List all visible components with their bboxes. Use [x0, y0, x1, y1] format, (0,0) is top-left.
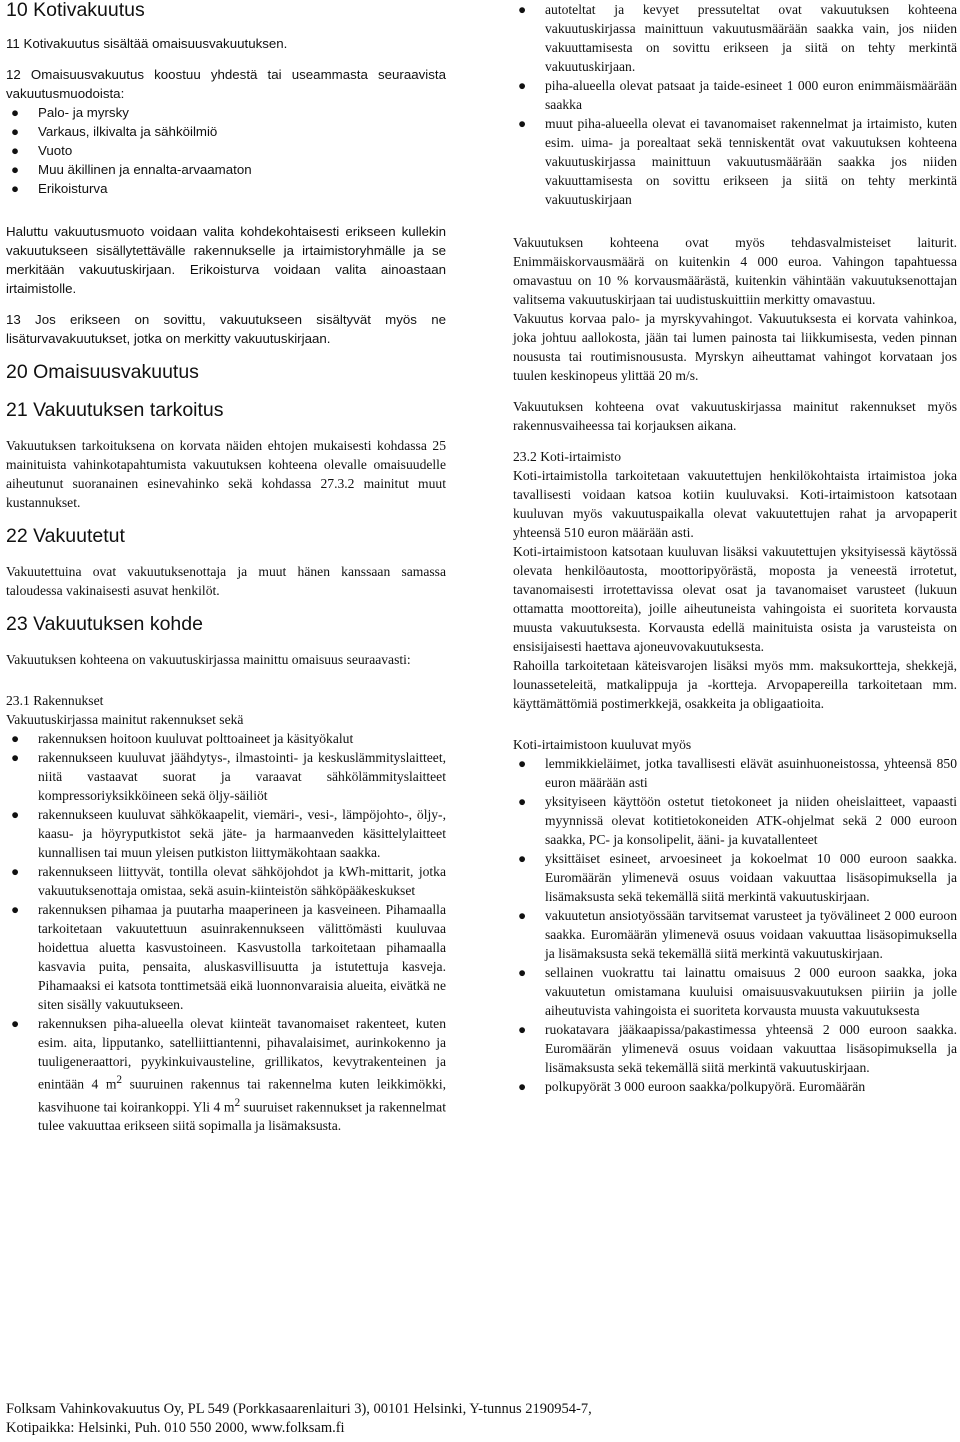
list-item: ● autoteltat ja kevyet pressuteltat ovat vakuutuksen kohteena vakuutuskirjassa mainittuun vakuutusmäärään saakka vain, jos niiden vakuuttamisesta on sovittu erikseen ja siitä on tehty merkintä vakuutuskirjaan.	[518, 2, 957, 74]
insurance-forms-list	[6, 103, 446, 198]
bullet-icon: ●	[11, 1016, 20, 1031]
list-item: ● rakennukseen liittyvät, tontilla olevat sähköjohdot ja kWh-mittarit, jotka vakuutuksenottaja omistaa, sekä asuin-kiinteistön sähköpääkeskukset	[11, 864, 446, 898]
bullet-icon: ●	[518, 116, 527, 131]
yard-items-list	[513, 0, 957, 209]
list-item: ● rakennukseen kuuluvat sähkökaapelit, viemäri-, vesi-, lämpöjohto-, öljy-, kaasu- ja höyryputkistot sekä jäte- ja harmaanveden käsittelylaitteet kunnallisen tai muun yleisen putkiston liittymäkohtaan saakka.	[11, 807, 446, 860]
list-item: ● rakennuksen piha-alueella olevat kiinteät tavanomaiset rakenteet, kuten esim. aita, lipputanko, satelliittiantenni, pihavalaisimet, aurinkokenno ja tuuligeneraattori, pyykinkuivausteline, grillikatos, kevytrakenteinen ja enintään 4 $m^2$ suuruinen rakennus tai rakennelma kuten leikkimökki, kasvihuone tai koirankoppi. Yli 4 $m^2$ suuruiset rakennukset ja rakennelmat tulee vakuuttaa erikseen siitä sopimalla ja lisämaksusta.	[11, 1016, 446, 1134]
bullet-icon: ●	[11, 124, 20, 139]
list-item: ● muut piha-alueella olevat ei tavanomaiset rakennelmat ja irtaimisto, kuten esim. uima- ja porealtaat sekä tenniskentät ovat vakuutuksen kohteena vakuutuskirjassa mainittuun vakuutusmäärään saakka jos niiden vakuuttamisesta on sovittu erikseen ja siitä on tehty merkintä vakuutuskirjaan	[518, 116, 957, 207]
para-laiturit: Vakuutuksen kohteena ovat myös tehdasvalmisteiset laiturit. Enimmäiskorvausmäärä on kuitenkin 4 000 euroa. Vahingon tapahtuessa omavastuu on 10 % korvausmäärästä, kuitenkin vähintään vakuutuksenottajan valitsema vakuutuskirjaan tai uudistuskuittiin merkitty omavastuu.	[513, 235, 957, 307]
para-korvaa: Vakuutus korvaa palo- ja myrskyvahingot. Vakuutuksesta ei korvata vahinkoa, joka johtuu aallokosta, jään tai lumen painosta tai liikkumisesta, veden pinnan noususta tai routimisnoususta. Myrskyn aiheuttamat vahingot korvataan jos tuulen keskinopeus ylittää 20 m/s.	[513, 311, 957, 383]
para-23: Vakuutuksen kohteena on vakuutuskirjassa mainittu omaisuus seuraavasti:	[6, 652, 411, 667]
para-22: Vakuutettuina ovat vakuutuksenottaja ja muut hänen kanssaan samassa taloudessa vakinaisesti asuvat henkilöt.	[6, 564, 446, 598]
bullet-icon: ●	[518, 78, 527, 93]
heading-23-1: 23.1 Rakennukset	[6, 693, 104, 708]
heading-22: 22 Vakuutetut	[6, 525, 125, 547]
bullet-icon: ●	[518, 851, 527, 866]
list-item: ● rakennukseen kuuluvat jäähdytys-, ilmastointi- ja keskuslämmityslaitteet, niitä vastaavat suorat ja varaavat sähkölämmityslaitteet kompressoriyksikköineen sekä öljy-säiliöt	[11, 750, 446, 803]
right-column	[513, 0, 957, 1110]
para-rakennus: Vakuutuksen kohteena ovat vakuutuskirjassa mainitut rakennukset myös rakennusvaiheessa tai korjauksen aikana.	[513, 399, 957, 433]
para-12-intro: 12 Omaisuusvakuutus koostuu yhdestä tai useammasta seuraavista vakuutusmuodoista:	[6, 67, 446, 101]
bullet-icon: ●	[11, 902, 20, 917]
para-23-2-a: Koti-irtaimistolla tarkoitetaan vakuutettujen henkilökohtaista irtaimistoa joka tavallisesti voidaan katsoa kotiin kuuluvaksi. Koti-irtaimistoon katsotaan kuuluvan myös vakuutuspaikalla olevat vakuutettujen rahat ja arvopaperit yhteensä 510 euron määrään asti.	[513, 468, 957, 540]
para-kuuluvat: Koti-irtaimistoon kuuluvat myös	[513, 737, 692, 752]
list-item: ● sellainen vuokrattu tai lainattu omaisuus 2 000 euroon saakka, joka vakuutetun omistamana kuuluisi omaisuusvakuutuksen piiriin ja jolle aiheutuvista vahingoista ei suoriteta korvausta muusta vakuutuksesta	[518, 965, 957, 1018]
bullet-icon: ●	[11, 750, 20, 765]
list-item: ● Muu äkillinen ja ennalta-arvaamaton	[11, 162, 252, 177]
bullet-icon: ●	[11, 162, 20, 177]
list-item: ● vakuutetun ansiotyössään tarvitsemat varusteet ja työvälineet 2 000 euroon saakka. Euromäärän ylimenevä osuus voidaan vakuuttaa lisäsopimuksella ja lisämaksusta sekä tekemällä siitä merkintä vakuutuskirjaan.	[518, 908, 957, 961]
list-item: ● rakennuksen pihamaa ja puutarha maaperineen ja kasveineen. Pihamaalla tarkoitetaan vakuutettuun asuinrakennukseen välittömästi kuuluvaa hoidettua aluetta kasvustoineen. Kasvustolla tarkoitetaan pihamaalla kasvavia puita, pensaita, aluskasvillisuutta ja istutettuja kasveja. Pihamaaksi ei katsota tonttimetsää eikä luonnonvaraisia alueita, eivätkä ne siten sisälly vakuutukseen.	[11, 902, 446, 1012]
bullet-icon: ●	[11, 807, 20, 822]
bullet-icon: ●	[518, 908, 527, 923]
para-13: 13 Jos erikseen on sovittu, vakuutukseen sisältyvät myös ne lisäturvavakuutukset, jotka on merkitty vakuutuskirjaan.	[6, 312, 446, 346]
heading-10: 10 Kotivakuutus	[6, 0, 145, 21]
list-item: ● yksittäiset esineet, arvoesineet ja kokoelmat 10 000 euroon saakka. Euromäärän ylimenevä osuus voidaan vakuuttaa lisäsopimuksella ja lisämaksusta sekä tekemällä siitä merkintä vakuutuskirjaan.	[518, 851, 957, 904]
list-item: ● Erikoisturva	[11, 181, 108, 196]
home-items-list	[513, 754, 957, 1096]
list-item: ● piha-alueella olevat patsaat ja taide-esineet 1 000 euron enimmäismäärään saakka	[518, 78, 957, 112]
bullet-icon: ●	[11, 143, 20, 158]
footer-address: Folksam Vahinkovakuutus Oy, PL 549 (Porkkasaarenlaituri 3), 00101 Helsinki, Y-tunnus 2190954-7,	[6, 1401, 592, 1417]
left-column	[6, 0, 446, 1149]
para-23-1: Vakuutuskirjassa mainitut rakennukset sekä	[6, 712, 244, 727]
bullet-icon: ●	[518, 794, 527, 809]
bullet-icon: ●	[11, 105, 20, 120]
footer-contact: Kotipaikka: Helsinki, Puh. 010 550 2000, www.folksam.fi	[6, 1420, 345, 1436]
heading-21: 21 Vakuutuksen tarkoitus	[6, 399, 224, 421]
heading-23: 23 Vakuutuksen kohde	[6, 613, 203, 635]
bullet-icon: ●	[518, 2, 527, 17]
bullet-icon: ●	[518, 1079, 527, 1094]
bullet-icon: ●	[11, 731, 20, 746]
heading-20: 20 Omaisuusvakuutus	[6, 361, 199, 383]
buildings-list	[6, 729, 446, 1135]
page-footer	[6, 1400, 906, 1438]
para-11: 11 Kotivakuutus sisältää omaisuusvakuutuksen.	[6, 36, 288, 51]
list-item: ● ruokatavara jääkaapissa/pakastimessa yhteensä 2 000 euroon saakka. Euromäärän ylimenevä osuus voidaan vakuuttaa lisäsopimuksella ja lisämaksusta sekä tekemällä siitä merkintä vakuutuskirjaan.	[518, 1022, 957, 1075]
bullet-icon: ●	[11, 864, 20, 879]
heading-23-2: 23.2 Koti-irtaimisto	[513, 449, 621, 464]
list-item: ● Palo- ja myrsky	[11, 105, 129, 120]
list-item: ● polkupyörät 3 000 euroon saakka/polkupyörä. Euromäärän	[518, 1079, 866, 1094]
list-item: ● Vuoto	[11, 143, 73, 158]
bullet-icon: ●	[518, 965, 527, 980]
list-item: ● lemmikkieläimet, jotka tavallisesti elävät asuinhuoneistossa, yhteensä 850 euron määrään asti	[518, 756, 957, 790]
bullet-icon: ●	[11, 181, 20, 196]
bullet-icon: ●	[518, 1022, 527, 1037]
para-23-2-c: Rahoilla tarkoitetaan käteisvarojen lisäksi myös mm. maksukortteja, shekkejä, lounasseteleitä, matkalippuja ja -kortteja. Arvopapereilla tarkoitetaan mm. käyttämättömiä postimerkkejä, osakkeita ja obligaatioita.	[513, 658, 957, 711]
list-item: ● yksityiseen käyttöön ostetut tietokoneet ja niiden oheislaitteet, vapaasti myynnissä olevat kotitietokoneiden ATK-ohjelmat sekä 2 000 euroon saakka, PC- ja konsolipelit, ääni- ja kuvatallenteet	[518, 794, 957, 847]
list-item: ● rakennuksen hoitoon kuuluvat polttoaineet ja käsityökalut	[11, 731, 354, 746]
para-haluttu: Haluttu vakuutusmuoto voidaan valita kohdekohtaisesti erikseen kullekin vakuutukseen sisällytettävälle rakennukselle ja irtaimistoryhmälle ja se merkitään vakuutuskirjaan. Erikoisturva voidaan valita ainoastaan irtaimistolle.	[6, 224, 446, 296]
list-item: ● Varkaus, ilkivalta ja sähköilmiö	[11, 124, 218, 139]
para-23-2-b: Koti-irtaimistoon katsotaan kuuluvan lisäksi vakuutettujen yksityisessä käytössä olevata henkilöautosta, moottoripyörästä, moposta ja veneestä irrotetut, tavanomaisesti irrotettavissa olevat osat ja tavanomaiset varusteet (lukuun ottamatta moottoreita), joille aiheutuneista vahingoista ei suoriteta korvausta muusta vakuutuksesta. Korvausta edellä mainituista osista ja varusteista on ensisijaisesti haettava ajoneuvovakuutuksesta.	[513, 544, 957, 654]
bullet-icon: ●	[518, 756, 527, 771]
para-21: Vakuutuksen tarkoituksena on korvata näiden ehtojen mukaisesti kohdassa 25 mainituista vahinkotapahtumista vakuutuksen kohteena olevalle omaisuudelle aiheutunut suoranainen esinevahinko sekä kohdassa 27.3.2 mainitut muut kustannukset.	[6, 438, 446, 510]
